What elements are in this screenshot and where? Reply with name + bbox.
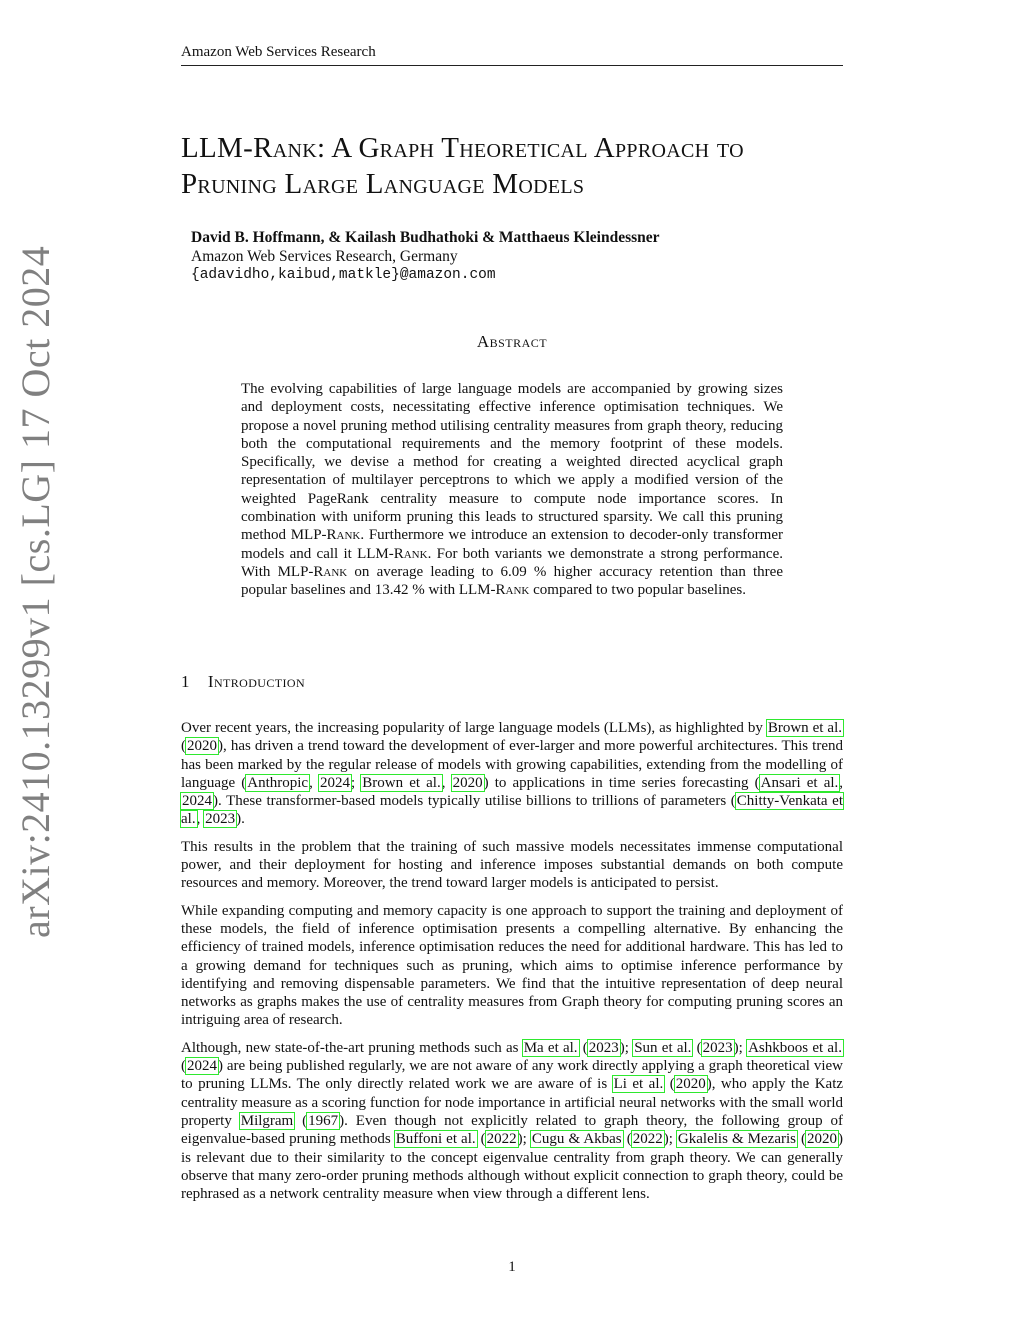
arxiv-identifier: arXiv:2410.13299v1 [cs.LG] 17 Oct 2024 bbox=[13, 245, 58, 938]
citation-link[interactable]: 2023 bbox=[205, 811, 236, 828]
author-names: David B. Hoffmann, & Kailash Budhathoki & Matthaeus Kleindessner bbox=[191, 229, 660, 246]
citation-link[interactable]: 2020 bbox=[452, 774, 483, 791]
citation-link[interactable]: Brown et al. bbox=[767, 720, 842, 736]
page-number: 1 bbox=[508, 1259, 516, 1275]
citation-link[interactable]: 2020 bbox=[675, 1076, 706, 1093]
citation-link[interactable]: 2023 bbox=[588, 1039, 619, 1056]
method-name-mlp-rank: MLP-Rank bbox=[290, 527, 361, 544]
paragraph: While expanding computing and memory capacity is one approach to support the training and deployment of these models, the field of inference optimisation presents a compelling alternative. By enhancing the efficiency of trained models, inference optimisation reduces the need for additional hardware. This has led to a growing demand for techniques such as pruning, which aims to optimise inference performance by identifying and removing dispensable parameters. We find that the intuitive representation of deep neural networks as graphs makes the use of centrality measures from Graph theory for computing pruning scores an intriguing area of research. bbox=[181, 902, 843, 1029]
title-line-1: LLM-Rank: A Graph Theoretical Approach to bbox=[181, 132, 744, 164]
affiliation: Amazon Web Services Research, Germany bbox=[191, 248, 458, 265]
header-rule bbox=[181, 65, 843, 66]
abstract-heading: Abstract bbox=[476, 332, 548, 351]
paragraph: This results in the problem that the training of such massive models necessitates immense computational power, and their deployment for hosting and inference imposes substantial demands on both compute resources and memory. Moreover, the trend toward larger models is anticipated to persist. bbox=[181, 838, 843, 892]
method-name-llm-rank: LLM-Rank bbox=[458, 582, 530, 599]
citation-link[interactable]: 2022 bbox=[486, 1131, 517, 1148]
section-number: 1 bbox=[181, 672, 190, 691]
citation-link[interactable]: Anthropic bbox=[247, 774, 309, 791]
introduction-body bbox=[181, 719, 843, 1212]
section-heading-introduction bbox=[181, 672, 305, 692]
author-emails: {adavidho,kaibud,matkle}@amazon.com bbox=[191, 267, 496, 283]
title-line-2: Pruning Large Language Models bbox=[181, 168, 585, 200]
abstract-text: The evolving capabilities of large language models are accompanied by growing sizes and deployment costs, necessitating effective inference optimisation techniques. We propose a novel pruning method utilising centrality measures from graph theory, reducing both the computational requirements and the memory footprint of these models. Specifically, we devise a method for creating a weighted directed acyclical graph representation of multilayer perceptrons to which we apply a modified version of the weighted PageRank centrality measure to compute node importance scores. In combination with uniform pruning this leads to structured sparsity. We call this pruning method MLP-Rank. Furthermore we introduce an extension to decoder-only transformer models and call it LLM-Rank. For both variants we demonstrate a strong performance. With MLP-Rank on average leading to 6.09 % higher accuracy retention than three popular baselines and 13.42 % with LLM-Rank compared to two popular baselines. bbox=[241, 381, 783, 599]
citation-link[interactable]: 2024 bbox=[319, 774, 350, 791]
running-head: Amazon Web Services Research bbox=[181, 44, 376, 60]
citation-link[interactable]: 2024 bbox=[182, 793, 212, 810]
author-block bbox=[191, 228, 660, 285]
citation-link[interactable]: 2023 bbox=[702, 1039, 733, 1056]
section-title-text: Introduction bbox=[207, 672, 306, 691]
citation-link[interactable]: 1967 bbox=[308, 1112, 339, 1129]
citation-link[interactable]: Cugu & Akbas bbox=[531, 1131, 622, 1148]
paper-title bbox=[181, 130, 861, 202]
paragraph: Over recent years, the increasing popularity of large language models (LLMs), as highlighted by Brown et al. (2020), has driven a trend toward the development of ever-larger and more powerful architectures. This trend has been marked by the regular release of models with growing capabilities, extending from the modelling of language (Anthropic, 2024; Brown et al., 2020) to applications in time series forecasting (Ansari et al., 2024). These transformer-based models typically utilise billions to trillions of parameters (Chitty-Venkata et al., 2023). bbox=[181, 720, 844, 828]
citation-link[interactable]: Buffoni et al. bbox=[395, 1131, 476, 1148]
citation-link[interactable]: Li et al. bbox=[613, 1076, 664, 1093]
method-name-mlp-rank: MLP-Rank bbox=[277, 563, 348, 580]
citation-link[interactable]: Ashkboos et al. bbox=[748, 1039, 842, 1056]
citation-link[interactable]: 2020 bbox=[187, 738, 217, 755]
citation-link[interactable]: Gkalelis & Mezaris bbox=[677, 1131, 796, 1148]
method-name-llm-rank: LLM-Rank bbox=[357, 545, 428, 562]
citation-link[interactable]: 2022 bbox=[632, 1131, 663, 1148]
citation-link[interactable]: Sun et al. bbox=[634, 1039, 692, 1056]
citation-link[interactable]: 2020 bbox=[807, 1131, 838, 1148]
citation-link[interactable]: Brown et al. bbox=[362, 774, 441, 791]
citation-link[interactable]: Ansari et al. bbox=[760, 774, 839, 791]
citation-link[interactable]: 2024 bbox=[187, 1058, 217, 1075]
paragraph: Although, new state-of-the-art pruning methods such as Ma et al. (2023); Sun et al. (2023); Ashkboos et al. (2024) are being published regularly, we are not aware of any work directly applying a graph theoretical view to pruning LLMs. The only directly related work we are aware of is Li et al. (2020), who apply the Katz centrality measure as a scoring function for node importance in artificial neural networks with the small world property Milgram (1967). Even though not explicitly related to graph theory, the following group of eigenvalue-based pruning methods Buffoni et al. (2022); Cugu & Akbas (2022); Gkalelis & Mezaris (2020) is relevant due to their similarity to the concept eigenvalue centrality from graph theory. We can generally observe that many zero-order pruning methods although without explicit connection to graph theory, could be rephrased as a network centrality measure when view through a different lens. bbox=[181, 1039, 844, 1203]
citation-link[interactable]: Chitty-Venkata et al. bbox=[181, 793, 843, 828]
citation-link[interactable]: Milgram bbox=[240, 1112, 294, 1129]
citation-link[interactable]: Ma et al. bbox=[523, 1039, 578, 1056]
